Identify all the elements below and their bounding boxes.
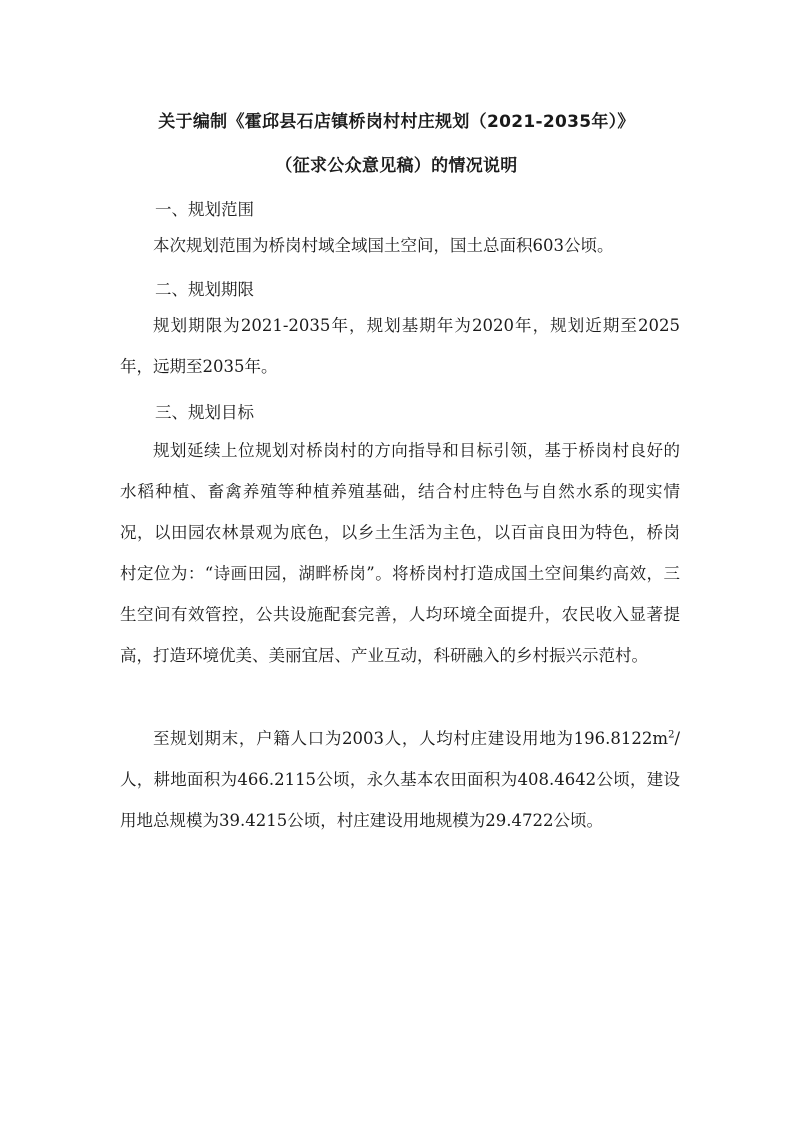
section-body-targets bbox=[120, 718, 680, 841]
section-heading-period: 二、规划期限 bbox=[155, 280, 254, 299]
unit-superscript: 2 bbox=[668, 729, 675, 741]
document-title-line1: 关于编制《霍邱县石店镇桥岗村村庄规划（2021-2035年）》 bbox=[158, 112, 635, 132]
section-heading-scope: 一、规划范围 bbox=[155, 200, 254, 219]
targets-text-part1: 至规划期末，户籍人口为2003人，人均村庄建设用地为196.8122m bbox=[153, 729, 669, 748]
section-body-scope: 本次规划范围为桥岗村域全域国土空间，国土总面积603公顷。 bbox=[153, 236, 614, 255]
section-heading-goals: 三、规划目标 bbox=[155, 403, 254, 422]
targets-text-part2: /人，耕地面积为466.2115公顷，永久基本农田面积为408.4642公顷，建设用地总规模为39.4215公顷，村庄建设用地规模为29.4722公顷。 bbox=[120, 729, 680, 830]
document-title-line2: （征求公众意见稿）的情况说明 bbox=[275, 156, 518, 176]
section-body-goals: 规划延续上位规划对桥岗村的方向指导和目标引领，基于桥岗村良好的水稻种植、畜禽养殖等种植养殖基础，结合村庄特色与自然水系的现实情况，以田园农林景观为底色，以乡土生活为主色，以百亩良田为特色，桥岗村定位为：“诗画田园，湖畔桥岗”。将桥岗村打造成国土空间集约高效，三生空间有效管控，公共设施配套完善，人均环境全面提升，农民收入显著提高，打造环境优美、美丽宜居、产业互动，科研融入的乡村振兴示范村。 bbox=[120, 441, 680, 665]
section-body-period: 规划期限为2021-2035年，规划基期年为2020年，规划近期至2025年，远期至2035年。 bbox=[120, 316, 680, 376]
